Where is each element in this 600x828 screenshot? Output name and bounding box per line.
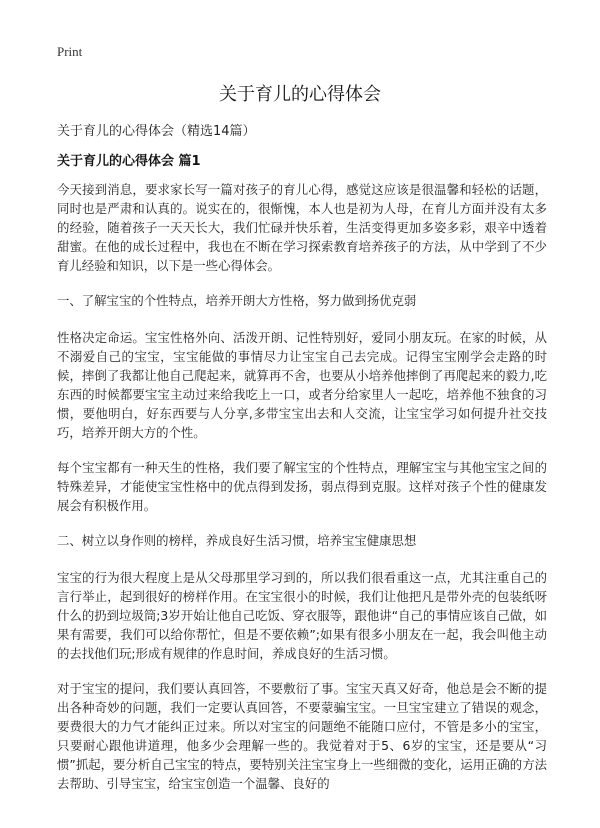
- section-heading: 关于育儿的心得体会 篇1: [57, 154, 201, 169]
- article-body: [57, 180, 547, 809]
- paragraph-heading-2: 二、树立以身作则的榜样，养成良好生活习惯，培养宝宝健康思想: [57, 533, 417, 548]
- paragraph: 性格决定命运。宝宝性格外向、活泼开朗、记性特别好，爱同小朋友玩。在家的时候，从不溺爱自己的宝宝，宝宝能做的事情尽力让宝宝自己去完成。记得宝宝刚学会走路的时候，摔倒了我都让他自己爬起来，就算再不舍，也要从小培养他摔倒了再爬起来的毅力,吃东西的时候都要宝宝主动过来给我吃上一口，或者分给家里人一起吃，培养他不独食的习惯，要他明白，好东西要与人分享,多带宝宝出去和人交流，让宝宝学习如何提升社交技巧，培养开朗大方的个性。: [57, 330, 547, 440]
- paragraph: 每个宝宝都有一种天生的性格，我们要了解宝宝的个性特点，理解宝宝与其他宝宝之间的特殊差异，才能使宝宝性格中的优点得到发扬，弱点得到克服。这样对孩子个性的健康发展会有积极作用。: [57, 460, 547, 513]
- paragraph: 对于宝宝的提问，我们要认真回答，不要敷衍了事。宝宝天真又好奇，他总是会不断的提出各种奇妙的问题，我们一定要认真回答，不要蒙骗宝宝。一旦宝宝建立了错误的观念，要费很大的力气才能纠正过来。所以对宝宝的问题绝不能随口应付，不管是多小的宝宝，只要耐心跟他讲道理，他多少会理解一些的。我觉着对于5、6岁的宝宝，还是要从“习惯”抓起，要分析自己宝宝的特点，要特别关注宝宝身上一些细微的变化，运用正确的方法去帮助、引导宝宝，给宝宝创造一个温馨、良好的: [57, 681, 547, 791]
- paragraph-intro: 今天接到消息，要求家长写一篇对孩子的育儿心得，感觉这应该是很温馨和轻松的话题，同时也是严肃和认真的。说实在的，很惭愧，本人也是初为人母，在育儿方面并没有太多的经验，随着孩子一天天长大，我们忙碌并快乐着，生活变得更加多姿多彩，艰辛中透着甜蜜。在他的成长过程中，我也在不断在学习探索教育培养孩子的方法，从中学到了不少育儿经验和知识，以下是一些心得体会。: [57, 182, 547, 273]
- paragraph: 宝宝的行为很大程度上是从父母那里学习到的，所以我们很看重这一点，尤其注重自己的言行举止，起到很好的榜样作用。在宝宝很小的时候，我们让他把凡是带外壳的包装纸呀什么的扔到垃圾筒;3岁开始让他自己吃饭、穿衣服等，跟他讲“自己的事情应该自己做，如果有需要，我们可以给你帮忙，但是不要依赖”;如果有很多小朋友在一起，我会叫他主动的去找他们玩;形成有规律的作息时间，养成良好的生活习惯。: [57, 570, 547, 661]
- print-link[interactable]: Print: [57, 44, 83, 59]
- paragraph-heading-1: 一、了解宝宝的个性特点，培养开朗大方性格，努力做到扬优克弱: [57, 293, 417, 308]
- document-title: 关于育儿的心得体会: [219, 84, 381, 105]
- document-subtitle: 关于育儿的心得体会（精选14篇）: [57, 124, 256, 139]
